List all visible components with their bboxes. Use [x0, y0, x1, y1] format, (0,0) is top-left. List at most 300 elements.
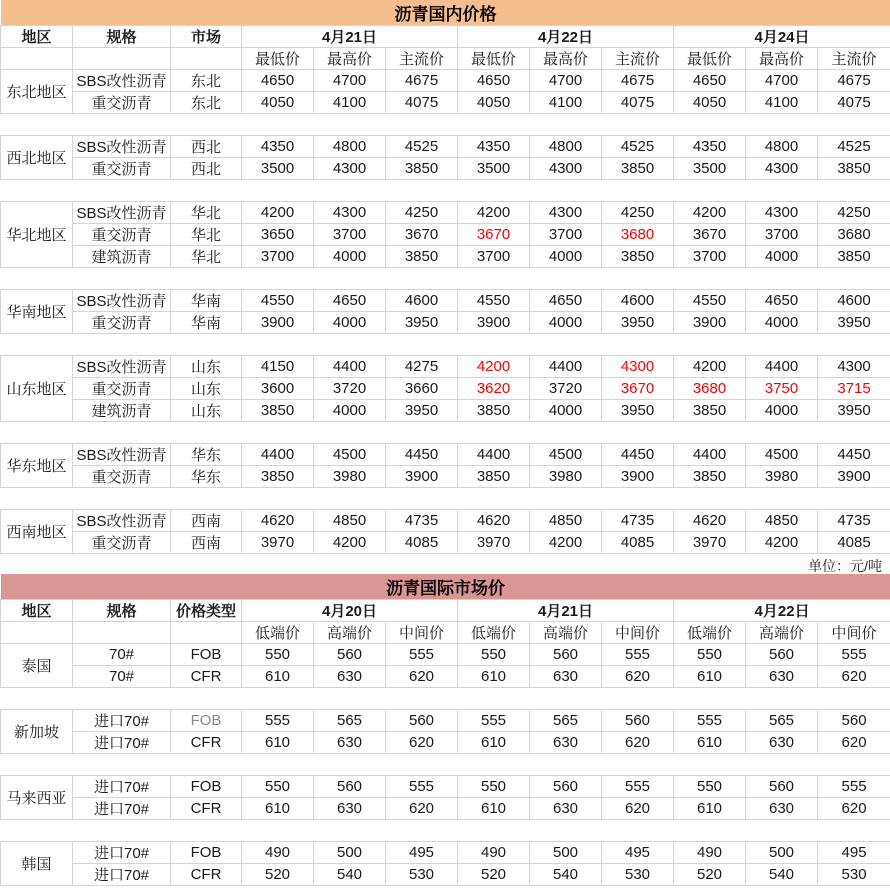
price-cell: 3950	[818, 312, 890, 334]
table-row	[1, 644, 890, 666]
spec-cell: 重交沥青	[73, 532, 171, 554]
price-cell: 4650	[458, 70, 530, 92]
table-row	[1, 798, 890, 820]
price-cell: 4400	[530, 356, 602, 378]
price-cell: 4800	[746, 136, 818, 158]
price-cell: 520	[674, 864, 746, 886]
column-header-spec: 规格	[73, 26, 171, 48]
price-cell: 630	[314, 732, 386, 754]
separator-cell	[1, 820, 890, 842]
price-cell: 3980	[314, 466, 386, 488]
price-type-header: 最高价	[530, 48, 602, 70]
separator-row	[1, 114, 890, 136]
spec-cell: 建筑沥青	[73, 400, 171, 422]
spec-cell: 建筑沥青	[73, 246, 171, 268]
separator-cell	[1, 422, 890, 444]
price-cell: 630	[314, 798, 386, 820]
price-cell: 4650	[314, 290, 386, 312]
price-cell: 4650	[530, 290, 602, 312]
price-cell: 540	[530, 864, 602, 886]
table-row	[1, 158, 890, 180]
price-cell: 3670	[602, 378, 674, 400]
price-cell: 4620	[242, 510, 314, 532]
price-cell: 4850	[530, 510, 602, 532]
price-cell: 4050	[674, 92, 746, 114]
price-cell: 520	[458, 864, 530, 886]
price-type-header: 主流价	[602, 48, 674, 70]
price-cell: 630	[746, 666, 818, 688]
price-cell: 4700	[314, 70, 386, 92]
spec-cell: SBS改性沥青	[73, 444, 171, 466]
price-cell: 4620	[674, 510, 746, 532]
price-cell: 3750	[746, 378, 818, 400]
price-cell: 3900	[674, 312, 746, 334]
table-row	[1, 776, 890, 798]
domestic-header-row	[1, 26, 890, 48]
price-type-header: 中间价	[818, 622, 890, 644]
spec-cell: SBS改性沥青	[73, 70, 171, 92]
price-cell: 4350	[458, 136, 530, 158]
price-cell: 4450	[818, 444, 890, 466]
price-type-cell: CFR	[171, 798, 242, 820]
price-cell: 4500	[530, 444, 602, 466]
price-cell: 490	[674, 842, 746, 864]
price-cell: 3700	[314, 224, 386, 246]
price-cell: 3850	[458, 400, 530, 422]
price-cell: 620	[818, 798, 890, 820]
price-cell: 3720	[530, 378, 602, 400]
price-cell: 3850	[242, 400, 314, 422]
price-cell: 4200	[530, 532, 602, 554]
price-cell: 4735	[818, 510, 890, 532]
region-cell: 东北地区	[1, 70, 73, 114]
price-cell: 3660	[386, 378, 458, 400]
table-row	[1, 290, 890, 312]
price-cell: 4400	[314, 356, 386, 378]
price-cell: 3980	[746, 466, 818, 488]
spec-cell: 重交沥青	[73, 312, 171, 334]
price-cell: 4500	[314, 444, 386, 466]
market-cell: 西南	[171, 510, 242, 532]
price-cell: 4300	[530, 202, 602, 224]
price-cell: 4850	[746, 510, 818, 532]
domestic-title-row	[1, 0, 890, 26]
price-cell: 3680	[602, 224, 674, 246]
separator-row	[1, 688, 890, 710]
market-cell: 山东	[171, 400, 242, 422]
international-header-row	[1, 600, 890, 622]
price-cell: 560	[530, 776, 602, 798]
price-cell: 4000	[530, 312, 602, 334]
table-row	[1, 400, 890, 422]
price-cell: 4500	[746, 444, 818, 466]
price-cell: 500	[530, 842, 602, 864]
price-cell: 4400	[458, 444, 530, 466]
price-cell: 4550	[242, 290, 314, 312]
price-type-header: 中间价	[386, 622, 458, 644]
price-cell: 4450	[386, 444, 458, 466]
price-cell: 495	[602, 842, 674, 864]
price-cell: 3950	[602, 400, 674, 422]
price-cell: 4200	[674, 356, 746, 378]
price-cell: 630	[746, 732, 818, 754]
price-cell: 3850	[602, 158, 674, 180]
price-type-header: 最高价	[746, 48, 818, 70]
region-cell: 马来西亚	[1, 776, 73, 820]
date-header: 4月24日	[674, 26, 890, 48]
price-cell: 3900	[458, 312, 530, 334]
region-cell: 韩国	[1, 842, 73, 886]
price-cell: 620	[602, 666, 674, 688]
price-type-cell: CFR	[171, 732, 242, 754]
table-row	[1, 246, 890, 268]
price-cell: 620	[602, 732, 674, 754]
price-cell: 530	[818, 864, 890, 886]
market-cell: 西南	[171, 532, 242, 554]
table-row	[1, 70, 890, 92]
price-cell: 610	[242, 732, 314, 754]
domestic-table-title: 沥青国内价格	[1, 0, 890, 26]
price-cell: 555	[458, 710, 530, 732]
empty-cell	[1, 622, 73, 644]
price-cell: 4200	[674, 202, 746, 224]
spec-cell: SBS改性沥青	[73, 356, 171, 378]
price-cell: 4085	[386, 532, 458, 554]
price-cell: 540	[746, 864, 818, 886]
table-row	[1, 224, 890, 246]
price-cell: 4675	[602, 70, 674, 92]
price-cell: 4085	[818, 532, 890, 554]
international-subheader-row	[1, 622, 890, 644]
spec-cell: 进口70#	[73, 842, 171, 864]
column-header-spec: 规格	[73, 600, 171, 622]
market-cell: 华东	[171, 466, 242, 488]
price-cell: 3700	[746, 224, 818, 246]
price-cell: 3700	[242, 246, 314, 268]
price-cell: 500	[746, 842, 818, 864]
price-cell: 4100	[746, 92, 818, 114]
international-table-title: 沥青国际市场价	[1, 574, 890, 600]
region-cell: 华北地区	[1, 202, 73, 268]
price-cell: 530	[386, 864, 458, 886]
price-cell: 4300	[314, 202, 386, 224]
price-cell: 555	[242, 710, 314, 732]
price-cell: 3670	[674, 224, 746, 246]
price-cell: 3700	[530, 224, 602, 246]
price-cell: 555	[602, 644, 674, 666]
price-cell: 630	[314, 666, 386, 688]
separator-cell	[1, 488, 890, 510]
separator-row	[1, 180, 890, 202]
price-cell: 610	[458, 732, 530, 754]
price-cell: 555	[386, 644, 458, 666]
price-cell: 4400	[674, 444, 746, 466]
price-cell: 560	[386, 710, 458, 732]
price-cell: 4000	[746, 312, 818, 334]
price-cell: 4150	[242, 356, 314, 378]
table-row	[1, 510, 890, 532]
price-cell: 3680	[674, 378, 746, 400]
price-cell: 620	[602, 798, 674, 820]
price-cell: 3670	[458, 224, 530, 246]
table-row	[1, 92, 890, 114]
empty-cell	[73, 622, 171, 644]
price-cell: 4050	[242, 92, 314, 114]
spec-cell: 70#	[73, 666, 171, 688]
price-cell: 3900	[818, 466, 890, 488]
table-row	[1, 136, 890, 158]
market-cell: 东北	[171, 92, 242, 114]
price-cell: 610	[674, 666, 746, 688]
price-cell: 4250	[386, 202, 458, 224]
spec-cell: SBS改性沥青	[73, 136, 171, 158]
region-cell: 山东地区	[1, 356, 73, 422]
empty-cell	[171, 48, 242, 70]
price-cell: 4300	[314, 158, 386, 180]
price-cell: 630	[530, 798, 602, 820]
separator-row	[1, 820, 890, 842]
table-row	[1, 732, 890, 754]
domestic-subheader-row	[1, 48, 890, 70]
price-cell: 565	[314, 710, 386, 732]
separator-cell	[1, 688, 890, 710]
price-cell: 3970	[674, 532, 746, 554]
price-cell: 4000	[530, 400, 602, 422]
separator-cell	[1, 180, 890, 202]
unit-note: 单位：元/吨	[808, 558, 882, 574]
price-cell: 610	[458, 798, 530, 820]
price-cell: 4700	[746, 70, 818, 92]
price-cell: 4650	[242, 70, 314, 92]
price-cell: 550	[674, 644, 746, 666]
price-cell: 3720	[314, 378, 386, 400]
price-type-header: 中间价	[602, 622, 674, 644]
price-cell: 530	[602, 864, 674, 886]
separator-row	[1, 334, 890, 356]
price-cell: 490	[242, 842, 314, 864]
price-cell: 4525	[386, 136, 458, 158]
price-cell: 4300	[602, 356, 674, 378]
price-cell: 4100	[530, 92, 602, 114]
price-cell: 3900	[386, 466, 458, 488]
price-cell: 3500	[242, 158, 314, 180]
price-cell: 3650	[242, 224, 314, 246]
price-cell: 4085	[602, 532, 674, 554]
price-type-header: 最高价	[314, 48, 386, 70]
price-cell: 555	[674, 710, 746, 732]
date-header: 4月20日	[242, 600, 458, 622]
price-cell: 4400	[746, 356, 818, 378]
table-row	[1, 466, 890, 488]
price-cell: 3950	[386, 312, 458, 334]
price-cell: 555	[386, 776, 458, 798]
price-cell: 4000	[314, 312, 386, 334]
price-cell: 560	[746, 644, 818, 666]
price-cell: 610	[242, 666, 314, 688]
date-header: 4月22日	[458, 26, 674, 48]
region-cell: 泰国	[1, 644, 73, 688]
price-cell: 550	[242, 776, 314, 798]
spec-cell: 重交沥青	[73, 378, 171, 400]
price-cell: 490	[458, 842, 530, 864]
date-header: 4月21日	[242, 26, 458, 48]
price-type-header: 最低价	[674, 48, 746, 70]
price-cell: 560	[746, 776, 818, 798]
market-cell: 华北	[171, 224, 242, 246]
price-type-cell: CFR	[171, 864, 242, 886]
region-cell: 西南地区	[1, 510, 73, 554]
price-cell: 3950	[386, 400, 458, 422]
price-cell: 3500	[458, 158, 530, 180]
market-cell: 东北	[171, 70, 242, 92]
price-cell: 3950	[818, 400, 890, 422]
price-cell: 4650	[674, 70, 746, 92]
spec-cell: SBS改性沥青	[73, 510, 171, 532]
price-cell: 3850	[602, 246, 674, 268]
table-row	[1, 356, 890, 378]
column-header-market: 市场	[171, 26, 242, 48]
market-cell: 西北	[171, 158, 242, 180]
separator-row	[1, 268, 890, 290]
price-type-header: 高端价	[530, 622, 602, 644]
price-cell: 4350	[242, 136, 314, 158]
price-cell: 4075	[818, 92, 890, 114]
price-cell: 4300	[746, 158, 818, 180]
empty-cell	[1, 48, 73, 70]
price-cell: 3900	[242, 312, 314, 334]
price-cell: 555	[602, 776, 674, 798]
price-cell: 630	[746, 798, 818, 820]
market-cell: 华北	[171, 202, 242, 224]
empty-cell	[73, 48, 171, 70]
table-row	[1, 378, 890, 400]
price-cell: 540	[314, 864, 386, 886]
international-title-row	[1, 574, 890, 600]
price-cell: 4250	[818, 202, 890, 224]
price-cell: 4650	[746, 290, 818, 312]
price-cell: 4300	[746, 202, 818, 224]
price-cell: 620	[818, 666, 890, 688]
price-cell: 3500	[674, 158, 746, 180]
price-type-header: 主流价	[818, 48, 890, 70]
price-type-cell: FOB	[171, 644, 242, 666]
price-type-header: 低端价	[674, 622, 746, 644]
price-type-header: 高端价	[314, 622, 386, 644]
table-row	[1, 842, 890, 864]
price-cell: 4550	[674, 290, 746, 312]
price-cell: 3670	[386, 224, 458, 246]
price-cell: 4075	[602, 92, 674, 114]
price-cell: 565	[530, 710, 602, 732]
price-type-header: 主流价	[386, 48, 458, 70]
price-cell: 4675	[818, 70, 890, 92]
price-cell: 620	[386, 798, 458, 820]
price-cell: 4200	[458, 202, 530, 224]
price-cell: 4800	[314, 136, 386, 158]
price-cell: 4600	[386, 290, 458, 312]
price-cell: 4800	[530, 136, 602, 158]
spec-cell: 重交沥青	[73, 158, 171, 180]
separator-cell	[1, 334, 890, 356]
price-cell: 3850	[242, 466, 314, 488]
separator-row	[1, 422, 890, 444]
price-cell: 3850	[386, 246, 458, 268]
price-type-cell: CFR	[171, 666, 242, 688]
price-cell: 495	[818, 842, 890, 864]
price-type-cell: FOB	[171, 710, 242, 732]
price-type-cell: FOB	[171, 776, 242, 798]
price-cell: 610	[458, 666, 530, 688]
price-cell: 4200	[458, 356, 530, 378]
spec-cell: 重交沥青	[73, 466, 171, 488]
spec-cell: 进口70#	[73, 732, 171, 754]
price-cell: 4525	[818, 136, 890, 158]
table-row	[1, 202, 890, 224]
price-cell: 555	[818, 644, 890, 666]
price-cell: 4400	[242, 444, 314, 466]
price-cell: 3970	[242, 532, 314, 554]
spec-cell: 重交沥青	[73, 92, 171, 114]
spec-cell: 重交沥青	[73, 224, 171, 246]
price-cell: 3680	[818, 224, 890, 246]
price-cell: 4000	[746, 400, 818, 422]
price-cell: 4000	[746, 246, 818, 268]
price-cell: 620	[386, 732, 458, 754]
price-cell: 3950	[602, 312, 674, 334]
date-header: 4月21日	[458, 600, 674, 622]
price-cell: 4100	[314, 92, 386, 114]
separator-cell	[1, 754, 890, 776]
empty-cell	[171, 622, 242, 644]
table-row	[1, 312, 890, 334]
price-cell: 4525	[602, 136, 674, 158]
price-cell: 4075	[386, 92, 458, 114]
price-cell: 550	[242, 644, 314, 666]
column-header-region: 地区	[1, 26, 73, 48]
price-cell: 550	[458, 776, 530, 798]
price-cell: 4000	[314, 400, 386, 422]
price-cell: 550	[458, 644, 530, 666]
price-cell: 4250	[602, 202, 674, 224]
price-cell: 4735	[386, 510, 458, 532]
price-cell: 620	[386, 666, 458, 688]
price-cell: 610	[242, 798, 314, 820]
price-cell: 550	[674, 776, 746, 798]
separator-row	[1, 488, 890, 510]
price-type-header: 低端价	[458, 622, 530, 644]
market-cell: 华东	[171, 444, 242, 466]
market-cell: 华南	[171, 290, 242, 312]
price-cell: 560	[530, 644, 602, 666]
table-row	[1, 666, 890, 688]
price-cell: 560	[314, 644, 386, 666]
price-cell: 495	[386, 842, 458, 864]
price-cell: 4850	[314, 510, 386, 532]
price-cell: 3850	[458, 466, 530, 488]
price-cell: 4200	[746, 532, 818, 554]
separator-row	[1, 754, 890, 776]
price-cell: 4300	[818, 356, 890, 378]
spec-cell: 进口70#	[73, 864, 171, 886]
price-type-cell: FOB	[171, 842, 242, 864]
price-cell: 4675	[386, 70, 458, 92]
price-cell: 4550	[458, 290, 530, 312]
price-cell: 3620	[458, 378, 530, 400]
price-cell: 4200	[314, 532, 386, 554]
market-cell: 山东	[171, 356, 242, 378]
price-cell: 4600	[602, 290, 674, 312]
spec-cell: SBS改性沥青	[73, 290, 171, 312]
